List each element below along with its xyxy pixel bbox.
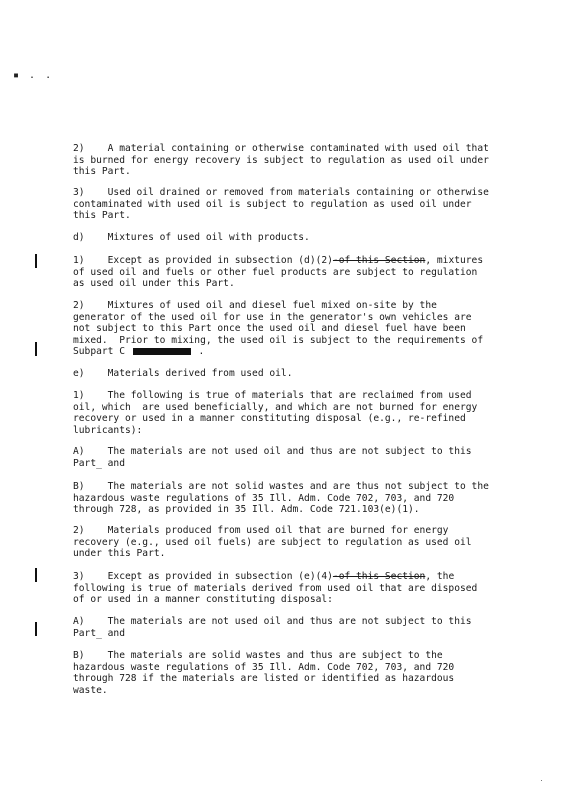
- paragraph-text: 3) Used oil drained or removed from materials containing or otherwise contaminated with used oil is subject to regulation as used oil under this Part.: [73, 187, 489, 222]
- paragraph-text: A) The materials are not used oil and thus are not subject to this Part_ and: [73, 446, 472, 469]
- paragraph-text: A) The materials are not used oil and thus are not subject to this Part_ and: [73, 616, 472, 639]
- struck-text: -of this Section: [332, 255, 426, 266]
- paragraph-text: e) Materials derived from used oil.: [73, 368, 293, 379]
- paragraph-p6: [73, 368, 513, 380]
- paragraph-text: d) Mixtures of used oil with products.: [73, 232, 310, 243]
- revision-bar: [35, 622, 37, 636]
- paragraph-text: 1) Except as provided in subsection (d)(2): [73, 255, 333, 266]
- paragraph-p12: [73, 616, 513, 639]
- revision-bar: [35, 568, 37, 582]
- redaction-block: [133, 348, 191, 355]
- paragraph-p2: [73, 187, 513, 222]
- paragraph-text: 1) The following is true of materials that are reclaimed from used oil, which are used beneficially, and which are not burned for energy recovery or used in a manner constituting disposal (e.g., re-refined lubricants):: [73, 390, 478, 436]
- revision-bar: [35, 342, 37, 356]
- struck-text: -of this Section: [332, 571, 426, 582]
- revision-bar: [35, 254, 37, 268]
- paragraph-p7: [73, 390, 513, 436]
- paragraph-p1: [73, 143, 513, 178]
- paragraph-p9: [73, 481, 513, 516]
- paragraph-text: 3) Except as provided in subsection (e)(4): [73, 571, 333, 582]
- paragraph-text: B) The materials are solid wastes and thus are subject to the hazardous waste regulations of 35 Ill. Adm. Code 702, 703, and 720 through 728 if the materials are listed or identified as hazardous waste.: [73, 650, 455, 696]
- paragraph-text: , mixtures of used oil and fuels or other fuel products are subject to regulation as used oil under this Part.: [73, 255, 484, 290]
- paragraph-text: 2) Materials produced from used oil that are burned for energy recovery (e.g., used oil fuels) are subject to regulation as used oil under this Part.: [73, 525, 472, 560]
- paragraph-p3: [73, 232, 513, 244]
- paragraph-text: , the following is true of materials derived from used oil that are disposed of or used in a manner constituting disposal:: [73, 571, 478, 606]
- paragraph-text: 2) A material containing or otherwise contaminated with used oil that is burned for energy recovery is subject to regulation as used oil under this Part.: [73, 143, 489, 178]
- scan-speck: [541, 780, 542, 781]
- paragraph-p8: [73, 446, 513, 469]
- paragraph-p10: [73, 525, 513, 560]
- paragraph-p11: [73, 571, 513, 606]
- paragraph-text: 2) Mixtures of used oil and diesel fuel mixed on-site by the generator of the used oil for use in the generator's own vehicles are not subject to this Part once the used oil and diesel fuel have been mixed. Prior to mixing, the used oil is subject to the requirements of Subpart C: [73, 300, 484, 358]
- paragraph-p13: [73, 650, 513, 696]
- paragraph-text: .: [192, 346, 205, 358]
- corner-mark: ▪ . .: [13, 70, 54, 81]
- paragraph-text: B) The materials are not solid wastes and are thus not subject to the hazardous waste regulations of 35 Ill. Adm. Code 702, 703, and 720 through 728, as provided in 35 Ill. Adm. Code 721.103(e)(1).: [73, 481, 489, 516]
- paragraph-p4: [73, 255, 513, 290]
- paragraph-p5: [73, 300, 513, 358]
